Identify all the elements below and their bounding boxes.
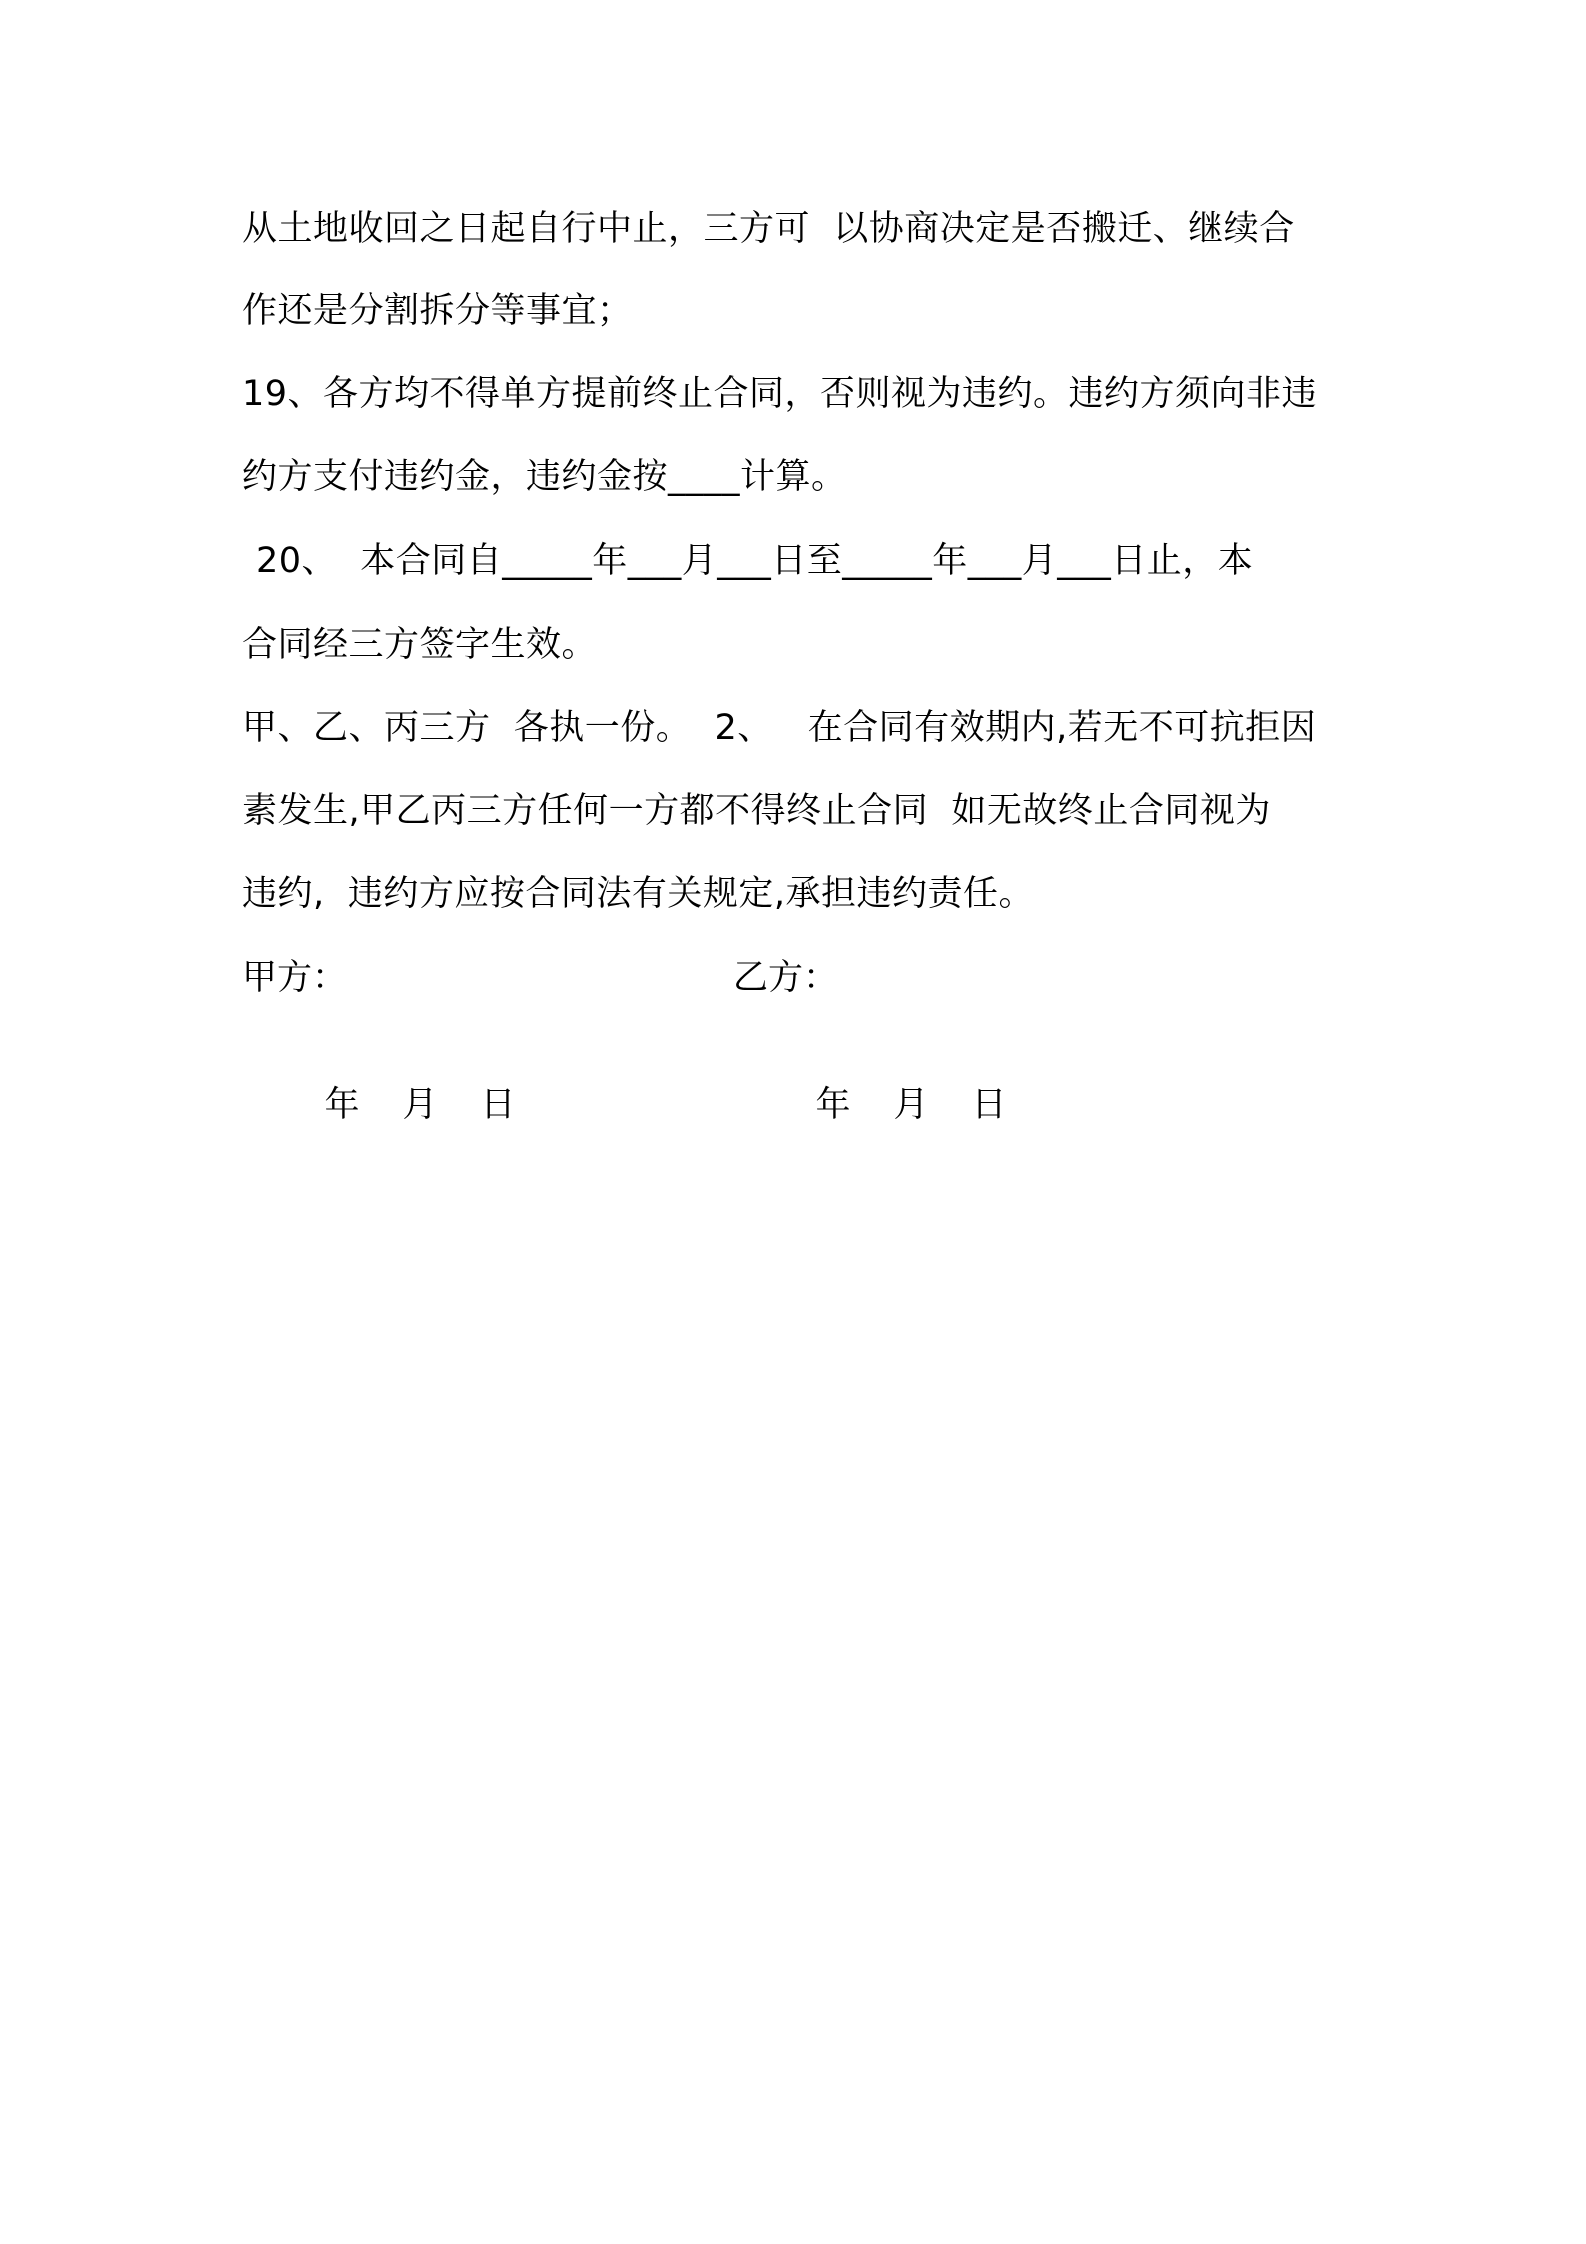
paragraph-line: 约方支付违约金，违约金按____计算。 [242,457,847,497]
party-a-label: 甲方： [242,958,348,998]
paragraph-line: 从土地收回之日起自行中止，三方可 以协商决定是否搬迁、继续合 [242,209,1295,249]
day-label: 日 [480,1085,516,1125]
paragraph-line: 甲、乙、丙三方 各执一份。 2、 在合同有效期内,若无不可抗拒因 [242,708,1317,748]
party-a-date [280,1039,559,1171]
month-label: 月 [402,1085,438,1125]
party-b-date [771,1039,1050,1171]
year-label: 年 [815,1085,851,1125]
year-label: 年 [324,1085,360,1125]
paragraph-line: 违约, 违约方应按合同法有关规定,承担违约责任。 [242,874,1035,914]
clause-20-line: 20、 本合同自_____年___月___日至_____年___月___日止，本 [256,541,1254,581]
paragraph-line: 合同经三方签字生效。 [242,625,598,665]
paragraph-line: 素发生,甲乙丙三方任何一方都不得终止合同 如无故终止合同视为 [242,791,1271,831]
paragraph-line: 作还是分割拆分等事宜； [242,291,633,331]
day-label: 日 [971,1085,1007,1125]
month-label: 月 [893,1085,929,1125]
clause-19-line: 19、各方均不得单方提前终止合同，否则视为违约。违约方须向非违 [242,374,1318,414]
party-b-label: 乙方： [733,958,839,998]
